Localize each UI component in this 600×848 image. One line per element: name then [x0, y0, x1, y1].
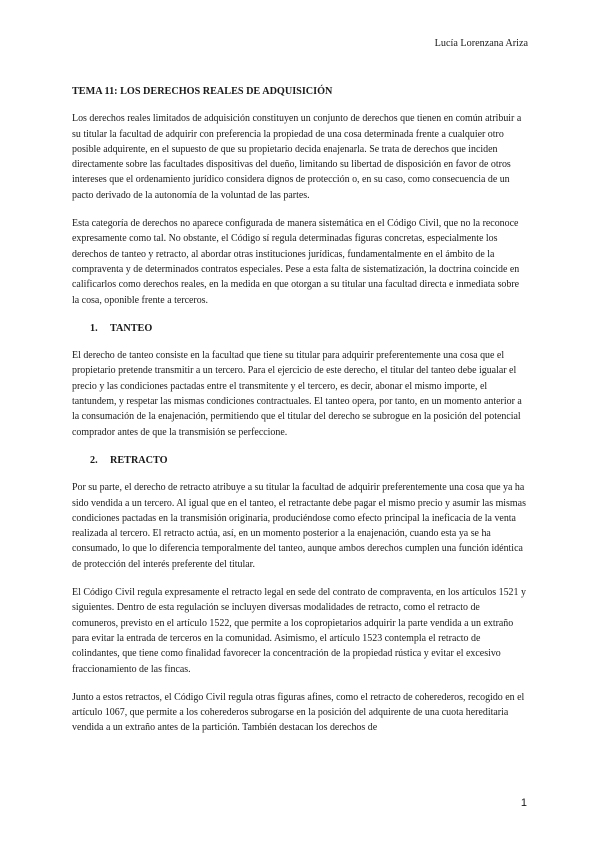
section-number: 2.: [90, 454, 98, 466]
page-number: 1: [520, 797, 527, 809]
intro-paragraph-2: Esta categoría de derechos no aparece configurada de manera sistemática en el Código Civil, que no la reconoce expresamente como tal. No obstante, el Código sí regula determinadas figuras concretas, especialmente los derechos de tanteo y retracto, al abordar otras instituciones jurídicas, fundamentalmente en el ámbito de la compraventa y de determinados contratos especiales. Pese a esta falta de sistematización, la doctrina coincide en calificarlos como derechos reales, en la medida en que otorgan a su titular una facultad directa e inmediata sobre la cosa, oponible frente a terceros.: [72, 218, 520, 306]
document-body: [72, 84, 528, 749]
section-title: RETRACTO: [110, 454, 168, 466]
tanteo-paragraph-1: El derecho de tanteo consiste en la facultad que tiene su titular para adquirir preferentemente una cosa que el propietario pretende transmitir a un tercero. Para el ejercicio de este derecho, el titular del tanteo debe igualar el precio y las condiciones pactadas entre el transmitente y el tercero, es decir, abonar el mismo importe, el tantundem, y respetar las mismas condiciones contractuales. El tanteo opera, por tanto, en un momento anterior a la consumación de la enajenación, permitiendo que el titular del derecho se subrogue en la posición del potencial comprador antes de que la transmisión se perfeccione.: [72, 350, 522, 438]
intro-paragraph-1: Los derechos reales limitados de adquisición constituyen un conjunto de derechos que tienen en común atribuir a su titular la facultad de adquirir con preferencia la propiedad de una cosa determinada frente a cualquier otro posible adquirente, en el supuesto de que su propietario decida enajenarla. Se trata de derechos que inciden directamente sobre las facultades dispositivas del dueño, limitando su libertad de disposición en favor de otros intereses que el ordenamiento jurídico considera dignos de protección o, en su caso, como consecuencia de un pacto derivado de la autonomía de la voluntad de las partes.: [72, 113, 522, 201]
retracto-paragraph-3: Junto a estos retractos, el Código Civil regula otras figuras afines, como el retracto de coherederos, recogido en el artículo 1067, que permite a los coherederos subrogarse en la posición del adquirente de una cuota hereditaria vendida a un extraño antes de la partición. También destacan los derechos de: [72, 691, 525, 734]
section-heading-retracto: [72, 453, 528, 468]
section-title: TANTEO: [110, 322, 153, 334]
section-heading-tanteo: [72, 321, 528, 336]
page-header-author: Lucía Lorenzana Ariza: [434, 38, 528, 49]
retracto-paragraph-2: El Código Civil regula expresamente el retracto legal en sede del contrato de compraventa, en los artículos 1521 y siguientes. Dentro de esta regulación se incluyen diversas modalidades de retracto, como el retracto de comuneros, previsto en el artículo 1522, que permite a los copropietarios adquirir la parte vendida a un extraño para evitar la entrada de terceros en la comunidad. Asimismo, el artículo 1523 contempla el retracto de colindantes, que tiene como finalidad favorecer la concentración de la propiedad rústica y evitar el excesivo fraccionamiento de las fincas.: [72, 587, 526, 675]
section-number: 1.: [90, 322, 98, 334]
retracto-paragraph-1: Por su parte, el derecho de retracto atribuye a su titular la facultad de adquirir preferentemente una cosa que ya ha sido vendida a un tercero. Al igual que en el tanteo, el retractante debe pagar el mismo precio y asumir las mismas condiciones pactadas en la transmisión originaria, produciéndose como efecto principal la ineficacia de la venta realizada al tercero. El retracto actúa, así, en un momento posterior a la enajenación, cuando esta ya se ha consumado, lo que lo diferencia temporalmente del tanteo, aunque ambos derechos cumplen una función idéntica de protección del interés preferente del titular.: [72, 482, 526, 570]
document-title: TEMA 11: LOS DERECHOS REALES DE ADQUISICIÓN: [72, 86, 333, 97]
